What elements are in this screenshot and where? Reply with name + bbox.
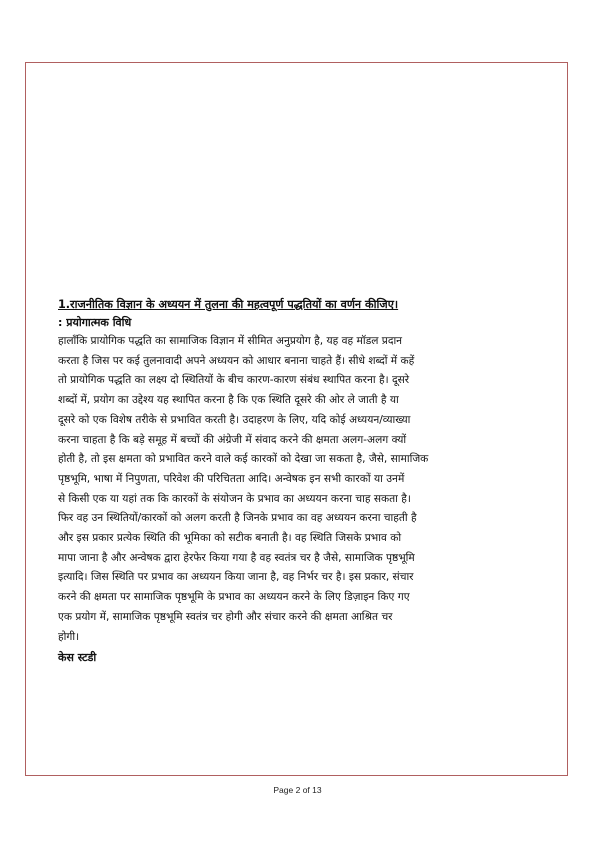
method-paragraph <box>58 332 526 647</box>
paragraph-line: मापा जाना है और अन्वेषक द्वारा हेरफेर किया गया है वह स्वतंत्र चर है जैसे, सामाजिक पृष्ठभूमि <box>58 551 415 564</box>
paragraph-line: फिर वह उन स्थितियों/कारकों को अलग करती है जिनके प्रभाव का वह अध्ययन करना चाहती है <box>58 512 417 525</box>
page-number: Page 2 of 13 <box>273 785 322 795</box>
method-subheading: : प्रयोगात्मक विधि <box>58 316 132 329</box>
paragraph-line: करने की क्षमता पर सामाजिक पृष्ठभूमि के प्रभाव का अध्ययन करने के लिए डिज़ाइन किए गए <box>58 591 410 604</box>
question-heading: 1.राजनीतिक विज्ञान के अध्ययन में तुलना की महत्वपूर्ण पद्धतियों का वर्णन कीजिए। <box>58 298 399 311</box>
paragraph-line: करना चाहता है कि बड़े समूह में बच्चों की अंग्रेजी में संवाद करने की क्षमता अलग-अलग क्यों <box>58 433 407 446</box>
document-body <box>58 296 526 667</box>
paragraph-line: दूसरे को एक विशेष तरीके से प्रभावित करती है। उदाहरण के लिए, यदि कोई अध्ययन/व्याख्या <box>58 413 411 426</box>
paragraph-line: तो प्रायोगिक पद्धति का लक्ष्य दो स्थितियों के बीच कारण-कारण संबंध स्थापित करना है। दूसरे <box>58 374 410 387</box>
paragraph-line: इत्यादि। जिस स्थिति पर प्रभाव का अध्ययन किया जाना है, वह निर्भर चर है। इस प्रकार, संचार <box>58 571 414 584</box>
paragraph-line: शब्दों में, प्रयोग का उद्देश्य यह स्थापित करना है कि एक स्थिति दूसरे की ओर ले जाती है या <box>58 394 399 407</box>
paragraph-line: होती है, तो इस क्षमता को प्रभावित करने वाले कई कारकों को देखा जा सकता है, जैसे, सामाजिक <box>58 453 429 466</box>
paragraph-line: पृष्ठभूमि, भाषा में निपुणता, परिवेश की परिचितता आदि। अन्वेषक इन सभी कारकों या उनमें <box>58 472 405 485</box>
case-study-heading: केस स्टडी <box>58 651 97 665</box>
paragraph-line: एक प्रयोग में, सामाजिक पृष्ठभूमि स्वतंत्र चर होगी और संचार करने की क्षमता आश्रित चर <box>58 610 393 623</box>
paragraph-line: हालाँकि प्रायोगिक पद्धति का सामाजिक विज्ञान में सीमित अनुप्रयोग है, यह वह मॉडल प्रदान <box>58 335 403 347</box>
paragraph-line: से किसी एक या यहां तक कि कारकों के संयोजन के प्रभाव का अध्ययन करना चाह सकता है। <box>58 492 411 505</box>
paragraph-line: करता है जिस पर कई तुलनावादी अपने अध्ययन को आधार बनाना चाहते हैं। सीधे शब्दों में कहें <box>58 354 415 367</box>
paragraph-line: होगी। <box>58 630 80 643</box>
paragraph-line: और इस प्रकार प्रत्येक स्थिति की भूमिका को सटीक बनाती है। वह स्थिति जिसके प्रभाव को <box>58 532 402 545</box>
